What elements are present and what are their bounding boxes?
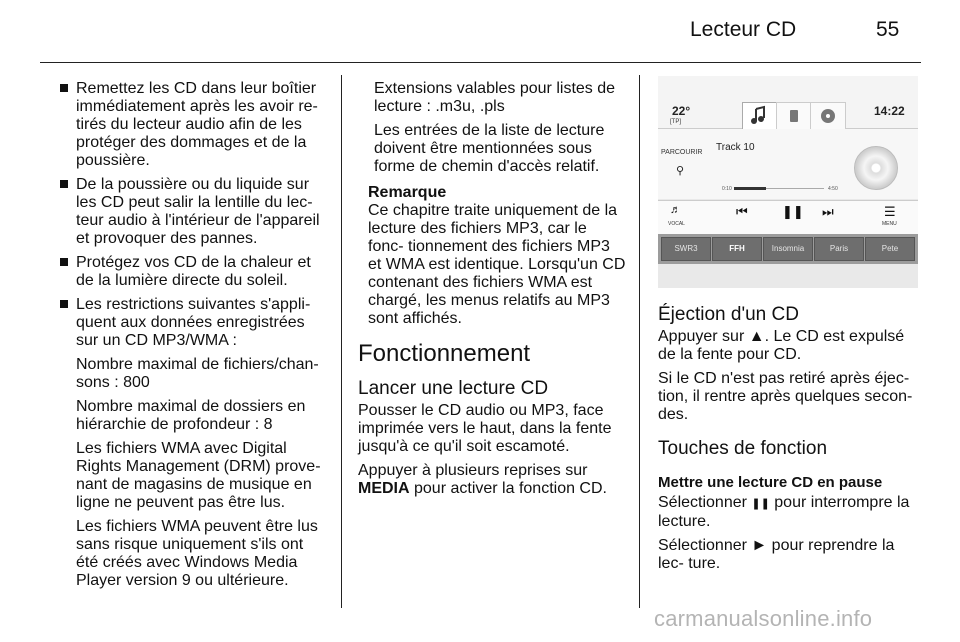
disc-icon: [811, 103, 845, 129]
eject-retract-text: Si le CD n'est pas retiré après éjec- tion, il rentre après quelques secon- des.: [658, 370, 913, 423]
voice-icon[interactable]: ♬: [670, 204, 681, 216]
temperature: 22°: [672, 104, 691, 118]
sub-paragraph: Nombre maximal de fichiers/chan- sons : 800: [76, 356, 319, 391]
column-3: [658, 304, 922, 579]
page-number: 55: [876, 18, 900, 41]
media-keyword: MEDIA: [358, 480, 410, 497]
remark-text: Ce chapitre traite uniquement de la lecture des fichiers MP3, car le fonc- tionnement des fichiers MP3 et WMA est identique. Lorsqu'un CD contenant des fichiers WMA est chargé, les menus relatifs au MP3 sont affichés.: [368, 202, 626, 327]
tab-disc-source[interactable]: [810, 102, 846, 130]
pause-text: Sélectionner ❚❚ pour interrompre la lecture.: [658, 494, 910, 530]
header-rule: [40, 62, 921, 63]
preset-button[interactable]: Paris: [814, 237, 864, 261]
pause-heading: Mettre une lecture CD en pause: [658, 474, 883, 491]
function-keys-heading: Touches de fonction: [658, 438, 828, 459]
preset-button-selected[interactable]: FFH: [712, 237, 762, 261]
tab-music-source[interactable]: [742, 102, 778, 130]
track-name: Track 10: [716, 142, 755, 153]
subheading: Lancer une lecture CD: [358, 378, 549, 399]
column-2: [356, 80, 626, 504]
progress-fill: [734, 187, 766, 190]
menu-label: MENU: [882, 221, 897, 227]
bullet-item: Remettez les CD dans leur boîtier immédiatement après les avoir re- tirés du lecteur audio afin de les protéger des dommages et de la poussière.: [58, 80, 328, 170]
remark-heading: Remarque: [368, 184, 447, 201]
watermark: carmanualsonline.info: [654, 606, 873, 631]
preset-button[interactable]: SWR3: [661, 237, 711, 261]
menu-icon[interactable]: ☰: [884, 204, 896, 219]
pause-symbol-icon: ❚❚: [751, 498, 770, 510]
column-divider-right: [639, 75, 640, 608]
tab-usb-source[interactable]: [776, 102, 812, 130]
section-heading: Fonctionnement: [358, 340, 531, 367]
total-time: 4:50: [828, 186, 838, 192]
resume-text: Sélectionner ► pour reprendre la lec- ture.: [658, 537, 895, 572]
insert-cd-text: Pousser le CD audio ou MP3, face imprimée vers le haut, dans la fente jusqu'à ce qu'il soit escamoté.: [358, 402, 612, 455]
preset-button[interactable]: Insomnia: [763, 237, 813, 261]
voice-label: VOCAL: [668, 221, 685, 227]
bullet-square-icon: [60, 180, 68, 188]
column-1: [58, 80, 328, 596]
pause-icon[interactable]: ❚❚: [782, 204, 804, 219]
playlist-extensions-text: Extensions valables pour listes de lecture : .m3u, .pls: [374, 80, 616, 115]
clock: 14:22: [874, 104, 905, 118]
cd-artwork-icon: [854, 146, 898, 190]
progress-bar[interactable]: [734, 188, 824, 189]
usb-icon: [777, 103, 811, 129]
eject-heading: Éjection d'un CD: [658, 304, 799, 325]
cd-player-screen: [658, 76, 918, 288]
bullet-square-icon: [60, 258, 68, 266]
playlist-entries-text: Les entrées de la liste de lecture doivent être mentionnées sous forme de chemin d'accès relatif.: [374, 122, 605, 175]
next-track-icon[interactable]: ⏭: [822, 204, 834, 219]
eject-text: Appuyer sur ▲. Le CD est expulsé de la fente pour CD.: [658, 328, 905, 363]
sub-paragraph: Les fichiers WMA avec Digital Rights Management (DRM) prove- nant de magasins de musique en ligne ne peuvent pas être lus.: [76, 440, 321, 511]
preset-button[interactable]: Pete: [865, 237, 915, 261]
elapsed-time: 0:10: [722, 186, 732, 192]
search-icon[interactable]: ⚲: [676, 165, 685, 177]
bullet-item: Protégez vos CD de la chaleur et de la lumière directe du soleil.: [58, 254, 328, 290]
sub-paragraph: Les fichiers WMA peuvent être lus sans risque uniquement s'ils ont été créés avec Windows Media Player version 9 ou ultérieure.: [76, 518, 318, 589]
sub-paragraph: Nombre maximal de dossiers en hiérarchie de profondeur : 8: [76, 398, 306, 433]
bullet-square-icon: [60, 84, 68, 92]
activate-cd-text: Appuyer à plusieurs reprises sur MEDIA pour activer la fonction CD.: [358, 462, 607, 497]
bullet-square-icon: [60, 300, 68, 308]
music-note-icon: [743, 103, 777, 129]
tp-indicator: [TP]: [670, 119, 682, 125]
bullet-item: Les restrictions suivantes s'appli- quent aux données enregistrées sur un CD MP3/WMA :: [58, 296, 328, 350]
column-divider-left: [341, 75, 342, 608]
browse-button-label[interactable]: PARCOURIR: [661, 149, 703, 156]
eject-icon: ▲: [748, 328, 765, 345]
bullet-item: De la poussière ou du liquide sur les CD peut salir la lentille du lec- teur audio à l'intérieur de l'appareil et provoquer des pannes.: [58, 176, 328, 248]
header-title: Lecteur CD: [690, 18, 797, 41]
play-symbol-icon: ►: [751, 537, 768, 554]
previous-track-icon[interactable]: ⏮: [736, 204, 748, 219]
